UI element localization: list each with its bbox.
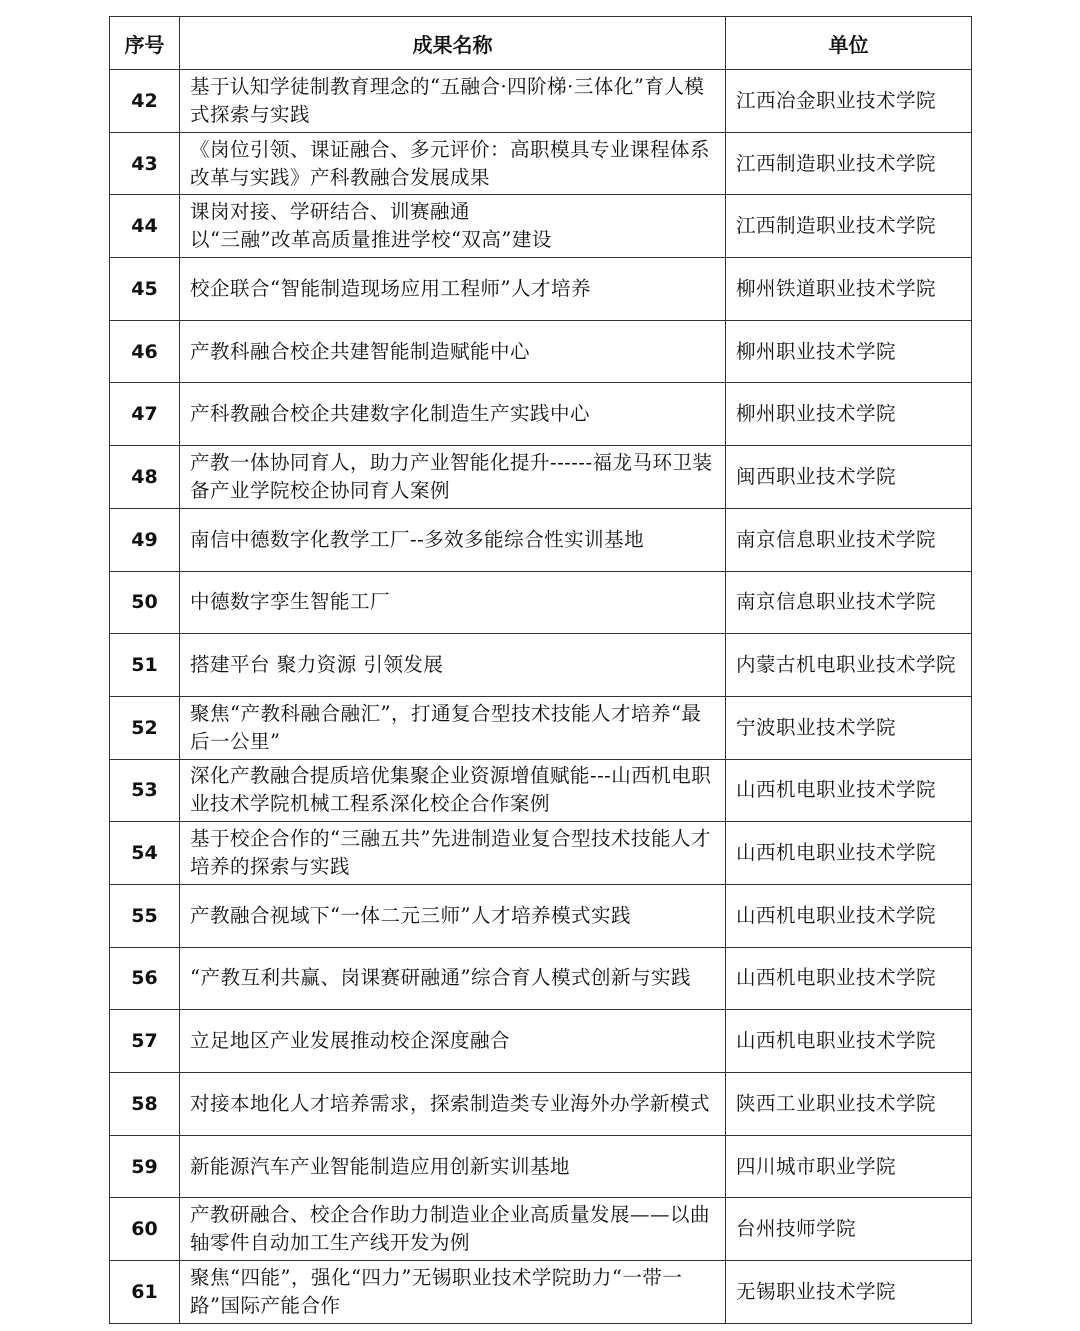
row-serial-number: 61 [110, 1261, 180, 1324]
row-achievement-name: 南信中德数字化教学工厂--多效多能综合性实训基地 [180, 508, 726, 571]
row-achievement-name: 新能源汽车产业智能制造应用创新实训基地 [180, 1135, 726, 1198]
table-row [110, 195, 972, 258]
table-header-row [110, 17, 972, 70]
row-organization: 南京信息职业技术学院 [726, 571, 972, 634]
row-serial-number: 42 [110, 70, 180, 133]
row-achievement-name: 基于认知学徒制教育理念的“五融合·四阶梯·三体化”育人模式探索与实践 [180, 70, 726, 133]
row-serial-number: 60 [110, 1198, 180, 1261]
row-organization: 江西冶金职业技术学院 [726, 70, 972, 133]
row-organization: 山西机电职业技术学院 [726, 947, 972, 1010]
row-organization: 山西机电职业技术学院 [726, 884, 972, 947]
table-row [110, 446, 972, 509]
row-organization: 四川城市职业学院 [726, 1135, 972, 1198]
results-table-container [109, 16, 972, 1324]
row-achievement-name: 聚焦“产教科融合融汇”，打通复合型技术技能人才培养“最后一公里” [180, 696, 726, 759]
table-row [110, 258, 972, 321]
row-serial-number: 44 [110, 195, 180, 258]
row-organization: 柳州铁道职业技术学院 [726, 258, 972, 321]
table-row [110, 70, 972, 133]
row-serial-number: 50 [110, 571, 180, 634]
row-serial-number: 59 [110, 1135, 180, 1198]
row-serial-number: 53 [110, 759, 180, 822]
row-organization: 南京信息职业技术学院 [726, 508, 972, 571]
row-achievement-name: 中德数字孪生智能工厂 [180, 571, 726, 634]
row-organization: 山西机电职业技术学院 [726, 1010, 972, 1073]
row-serial-number: 43 [110, 132, 180, 195]
row-serial-number: 45 [110, 258, 180, 321]
row-serial-number: 57 [110, 1010, 180, 1073]
row-achievement-name: 课岗对接、学研结合、训赛融通 以“三融”改革高质量推进学校“双高”建设 [180, 195, 726, 258]
row-serial-number: 54 [110, 822, 180, 885]
table-row [110, 320, 972, 383]
row-achievement-name: 产教一体协同育人，助力产业智能化提升------福龙马环卫装备产业学院校企协同育人案例 [180, 446, 726, 509]
row-organization: 陕西工业职业技术学院 [726, 1073, 972, 1136]
row-achievement-name: 产教科融合校企共建智能制造赋能中心 [180, 320, 726, 383]
header-achievement-name: 成果名称 [180, 17, 726, 70]
row-organization: 江西制造职业技术学院 [726, 132, 972, 195]
table-row [110, 1198, 972, 1261]
row-serial-number: 51 [110, 634, 180, 697]
row-achievement-name: 《岗位引领、课证融合、多元评价：高职模具专业课程体系改革与实践》产科教融合发展成果 [180, 132, 726, 195]
row-achievement-name: 校企联合“智能制造现场应用工程师”人才培养 [180, 258, 726, 321]
table-row [110, 383, 972, 446]
row-serial-number: 58 [110, 1073, 180, 1136]
row-organization: 江西制造职业技术学院 [726, 195, 972, 258]
row-achievement-name: 产教研融合、校企合作助力制造业企业高质量发展——以曲轴零件自动加工生产线开发为例 [180, 1198, 726, 1261]
row-organization: 无锡职业技术学院 [726, 1261, 972, 1324]
row-serial-number: 56 [110, 947, 180, 1010]
row-serial-number: 49 [110, 508, 180, 571]
table-body [110, 70, 972, 1324]
row-organization: 山西机电职业技术学院 [726, 759, 972, 822]
row-serial-number: 47 [110, 383, 180, 446]
row-achievement-name: 聚焦“四能”，强化“四力”无锡职业技术学院助力“一带一路”国际产能合作 [180, 1261, 726, 1324]
row-achievement-name: 产科教融合校企共建数字化制造生产实践中心 [180, 383, 726, 446]
table-row [110, 1010, 972, 1073]
row-achievement-name: 对接本地化人才培养需求，探索制造类专业海外办学新模式 [180, 1073, 726, 1136]
table-row [110, 947, 972, 1010]
row-serial-number: 52 [110, 696, 180, 759]
row-organization: 内蒙古机电职业技术学院 [726, 634, 972, 697]
row-serial-number: 46 [110, 320, 180, 383]
table-row [110, 1261, 972, 1324]
table-row [110, 822, 972, 885]
row-organization: 台州技师学院 [726, 1198, 972, 1261]
row-serial-number: 48 [110, 446, 180, 509]
row-achievement-name: 产教融合视域下“一体二元三师”人才培养模式实践 [180, 884, 726, 947]
table-row [110, 759, 972, 822]
results-table [109, 16, 972, 1324]
table-row [110, 1135, 972, 1198]
row-serial-number: 55 [110, 884, 180, 947]
header-organization: 单位 [726, 17, 972, 70]
table-row [110, 571, 972, 634]
row-achievement-name: 立足地区产业发展推动校企深度融合 [180, 1010, 726, 1073]
row-organization: 柳州职业技术学院 [726, 320, 972, 383]
table-row [110, 884, 972, 947]
row-achievement-name: 搭建平台 聚力资源 引领发展 [180, 634, 726, 697]
table-row [110, 696, 972, 759]
header-serial-number: 序号 [110, 17, 180, 70]
row-achievement-name: “产教互利共赢、岗课赛研融通”综合育人模式创新与实践 [180, 947, 726, 1010]
row-achievement-name: 基于校企合作的“三融五共”先进制造业复合型技术技能人才培养的探索与实践 [180, 822, 726, 885]
table-row [110, 1073, 972, 1136]
row-organization: 山西机电职业技术学院 [726, 822, 972, 885]
table-row [110, 508, 972, 571]
row-organization: 宁波职业技术学院 [726, 696, 972, 759]
row-achievement-name: 深化产教融合提质培优集聚企业资源增值赋能---山西机电职业技术学院机械工程系深化校企合作案例 [180, 759, 726, 822]
table-row [110, 634, 972, 697]
table-row [110, 132, 972, 195]
row-organization: 闽西职业技术学院 [726, 446, 972, 509]
row-organization: 柳州职业技术学院 [726, 383, 972, 446]
